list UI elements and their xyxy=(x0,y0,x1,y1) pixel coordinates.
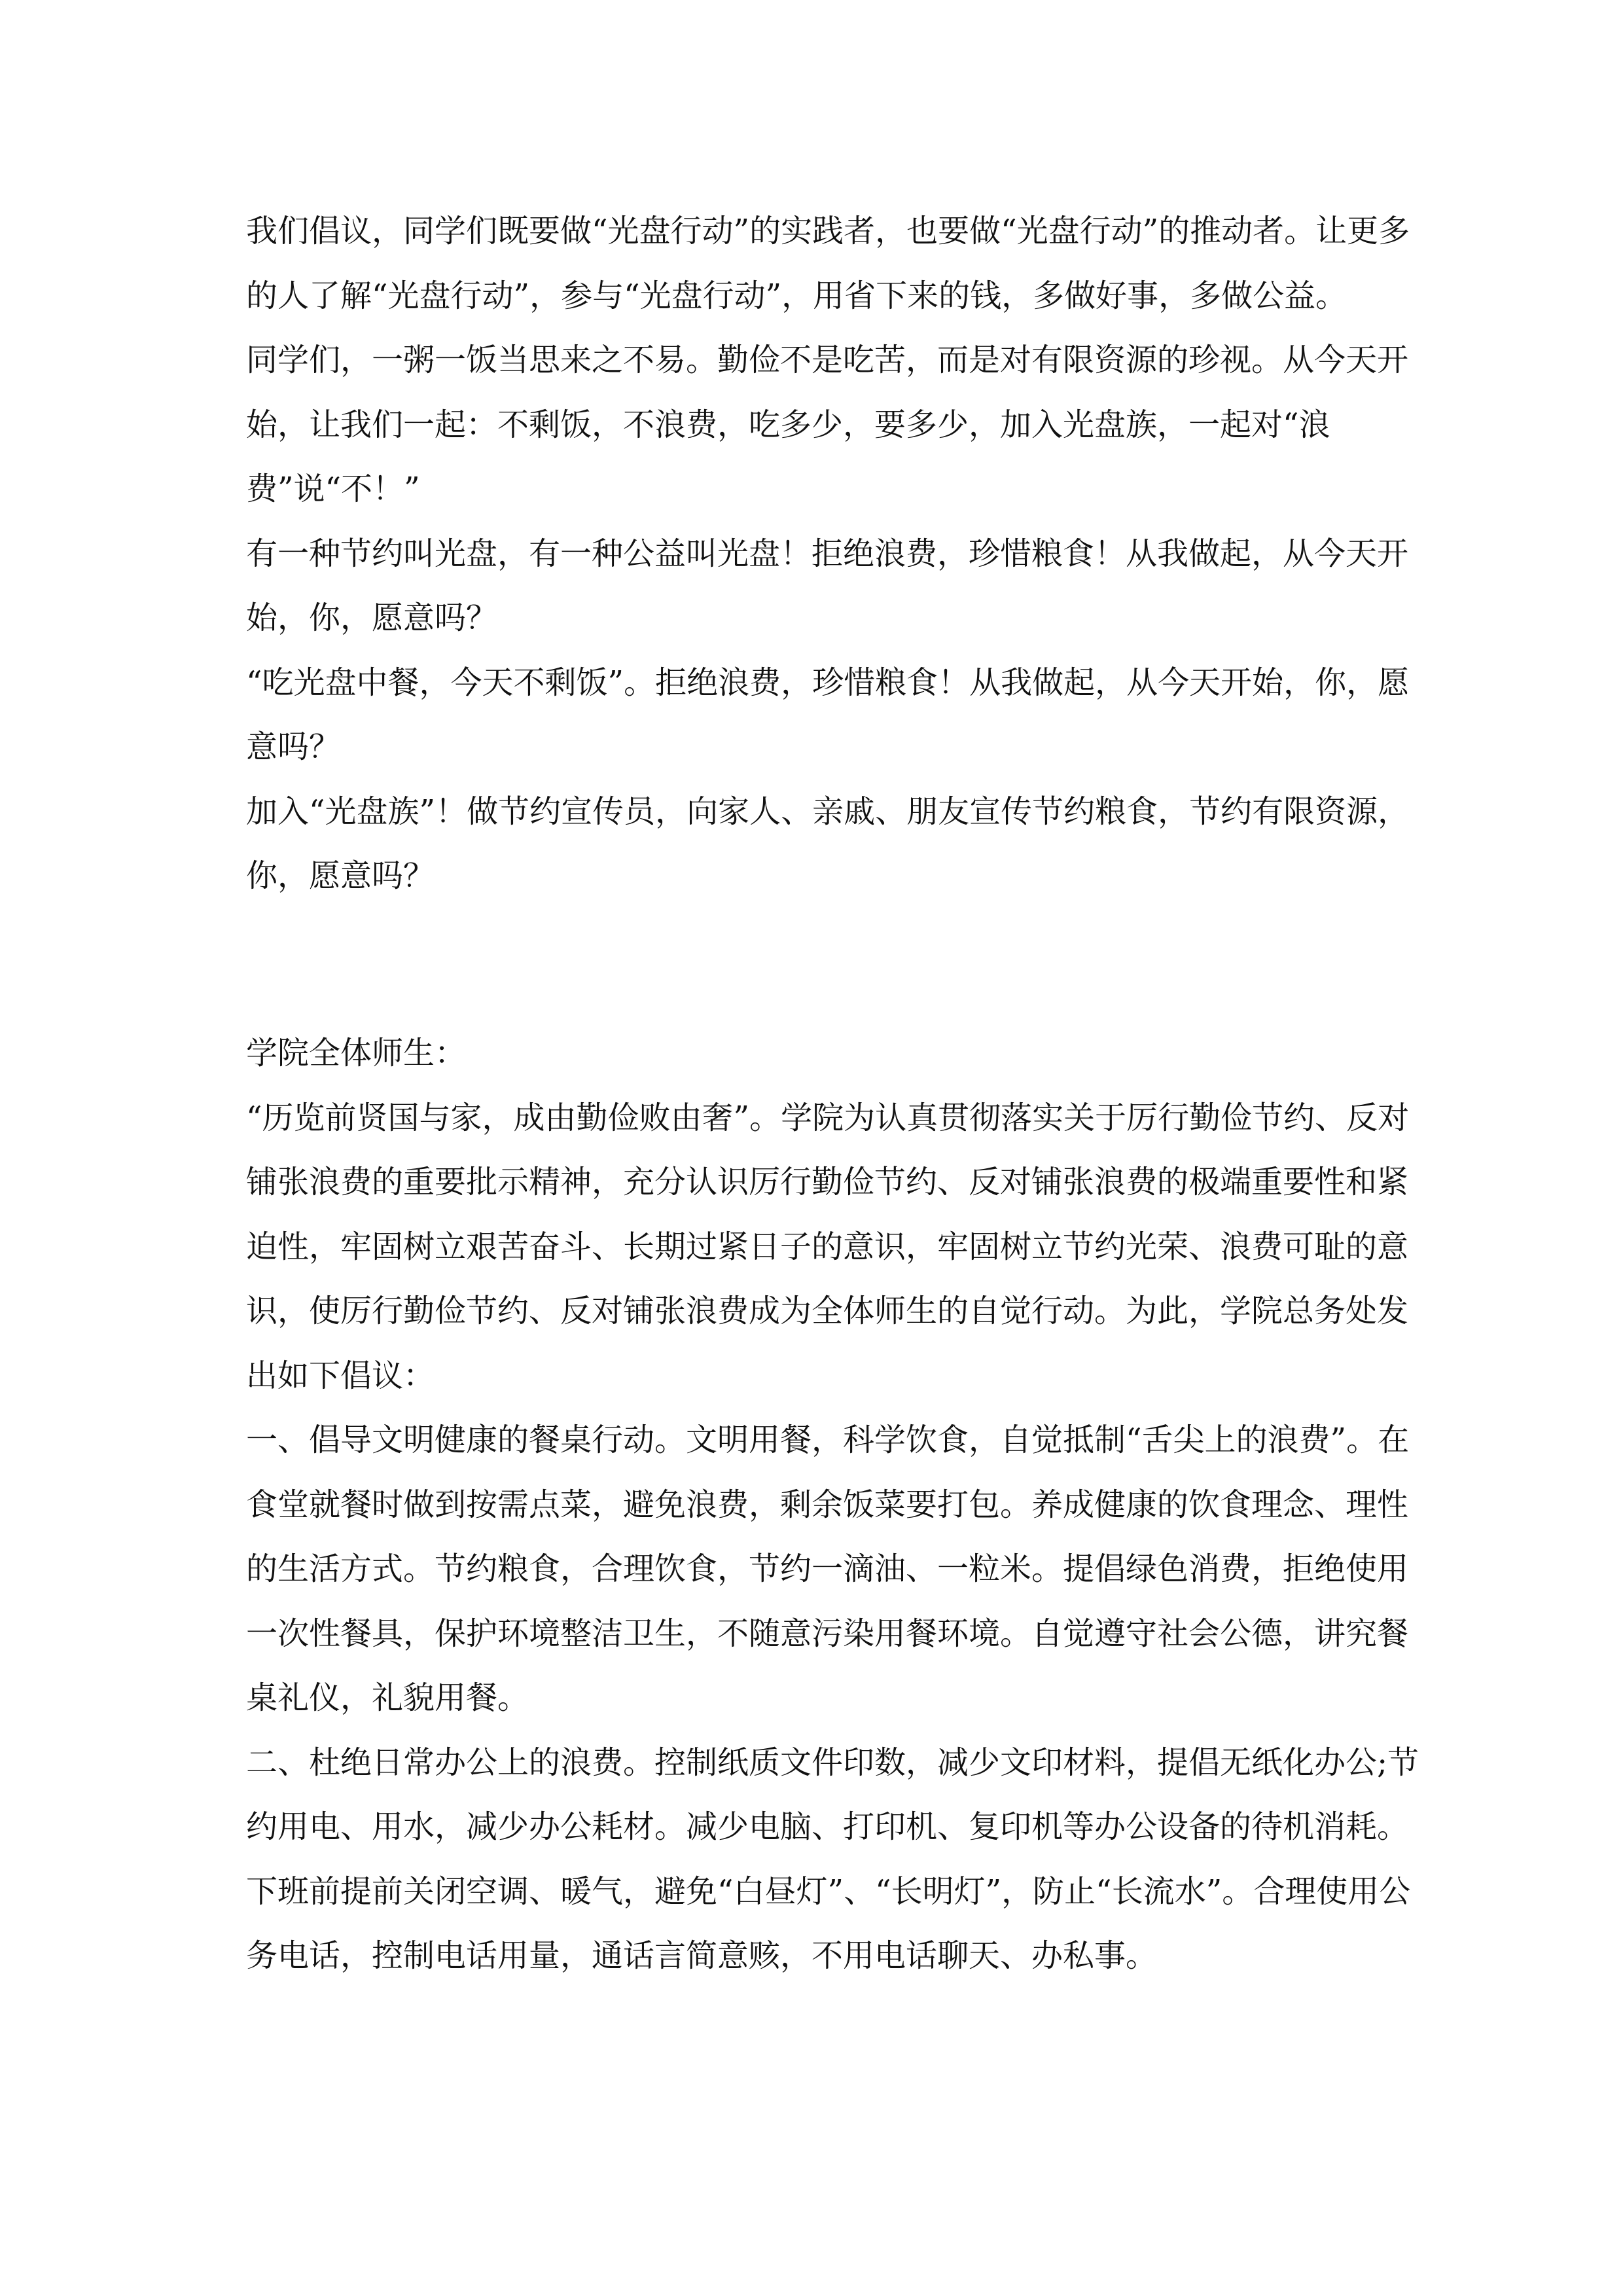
paragraph-office-waste: 二、杜绝日常办公上的浪费。控制纸质文件印数，减少文印材料，提倡无纸化办公;节约用电、用水，减少办公耗材。减少电脑、打印机、复印机等办公设备的待机消耗。下班前提前关闭空调、暖气，避免“白昼灯”、“长明灯”，防止“长流水”。合理使用公务电话，控制电话用量，通话言简意赅，不用电话聊天、办私事。 xyxy=(246,1744,1419,1974)
proposal-section-one xyxy=(246,199,1431,908)
paragraph-dining-action: 一、倡导文明健康的餐桌行动。文明用餐，科学饮食，自觉抵制“舌尖上的浪费”。在食堂就餐时做到按需点菜，避免浪费，剩余饭菜要打包。养成健康的饮食理念、理性的生活方式。节约粮食，合理饮食，节约一滴油、一粒米。提倡绿色消费，拒绝使用一次性餐具，保护环境整洁卫生，不随意污染用餐环境。自觉遵守社会公德，讲究餐桌礼仪，礼貌用餐。 xyxy=(246,1422,1410,1716)
paragraph-join-clean-plate: 加入“光盘族”！做节约宣传员，向家人、亲戚、朋友宣传节约粮食，节约有限资源，你，愿意吗？ xyxy=(246,793,1410,894)
paragraph-practice-promote: 我们倡议，同学们既要做“光盘行动”的实践者，也要做“光盘行动”的推动者。让更多的人了解“光盘行动”，参与“光盘行动”，用省下来的钱，多做好事，多做公益。 xyxy=(246,213,1410,314)
paragraph-cherish-resources: 同学们，一粥一饭当思来之不易。勤俭不是吃苦，而是对有限资源的珍视。从今天开始，让我们一起：不剩饭，不浪费，吃多少，要多少，加入光盘族，一起对“浪费”说“不！” xyxy=(246,342,1409,507)
paragraph-intro: “历览前贤国与家，成由勤俭败由奢”。学院为认真贯彻落实关于厉行勤俭节约、反对铺张浪费的重要批示精神，充分认识厉行勤俭节约、反对铺张浪费的极端重要性和紧迫性，牢固树立艰苦奋斗、长期过紧日子的意识，牢固树立节约光荣、浪费可耻的意识，使厉行勤俭节约、反对铺张浪费成为全体师生的自觉行动。为此，学院总务处发出如下倡议： xyxy=(246,1099,1410,1394)
salutation: 学院全体师生： xyxy=(246,1035,467,1071)
paragraph-no-leftovers: “吃光盘中餐，今天不剩饭”。拒绝浪费，珍惜粮食！从我做起，从今天开始，你，愿意吗？ xyxy=(246,664,1410,765)
proposal-section-two xyxy=(246,1021,1431,1988)
paragraph-clean-plate-willing: 有一种节约叫光盘，有一种公益叫光盘！拒绝浪费，珍惜粮食！从我做起，从今天开始，你，愿意吗？ xyxy=(246,535,1409,636)
